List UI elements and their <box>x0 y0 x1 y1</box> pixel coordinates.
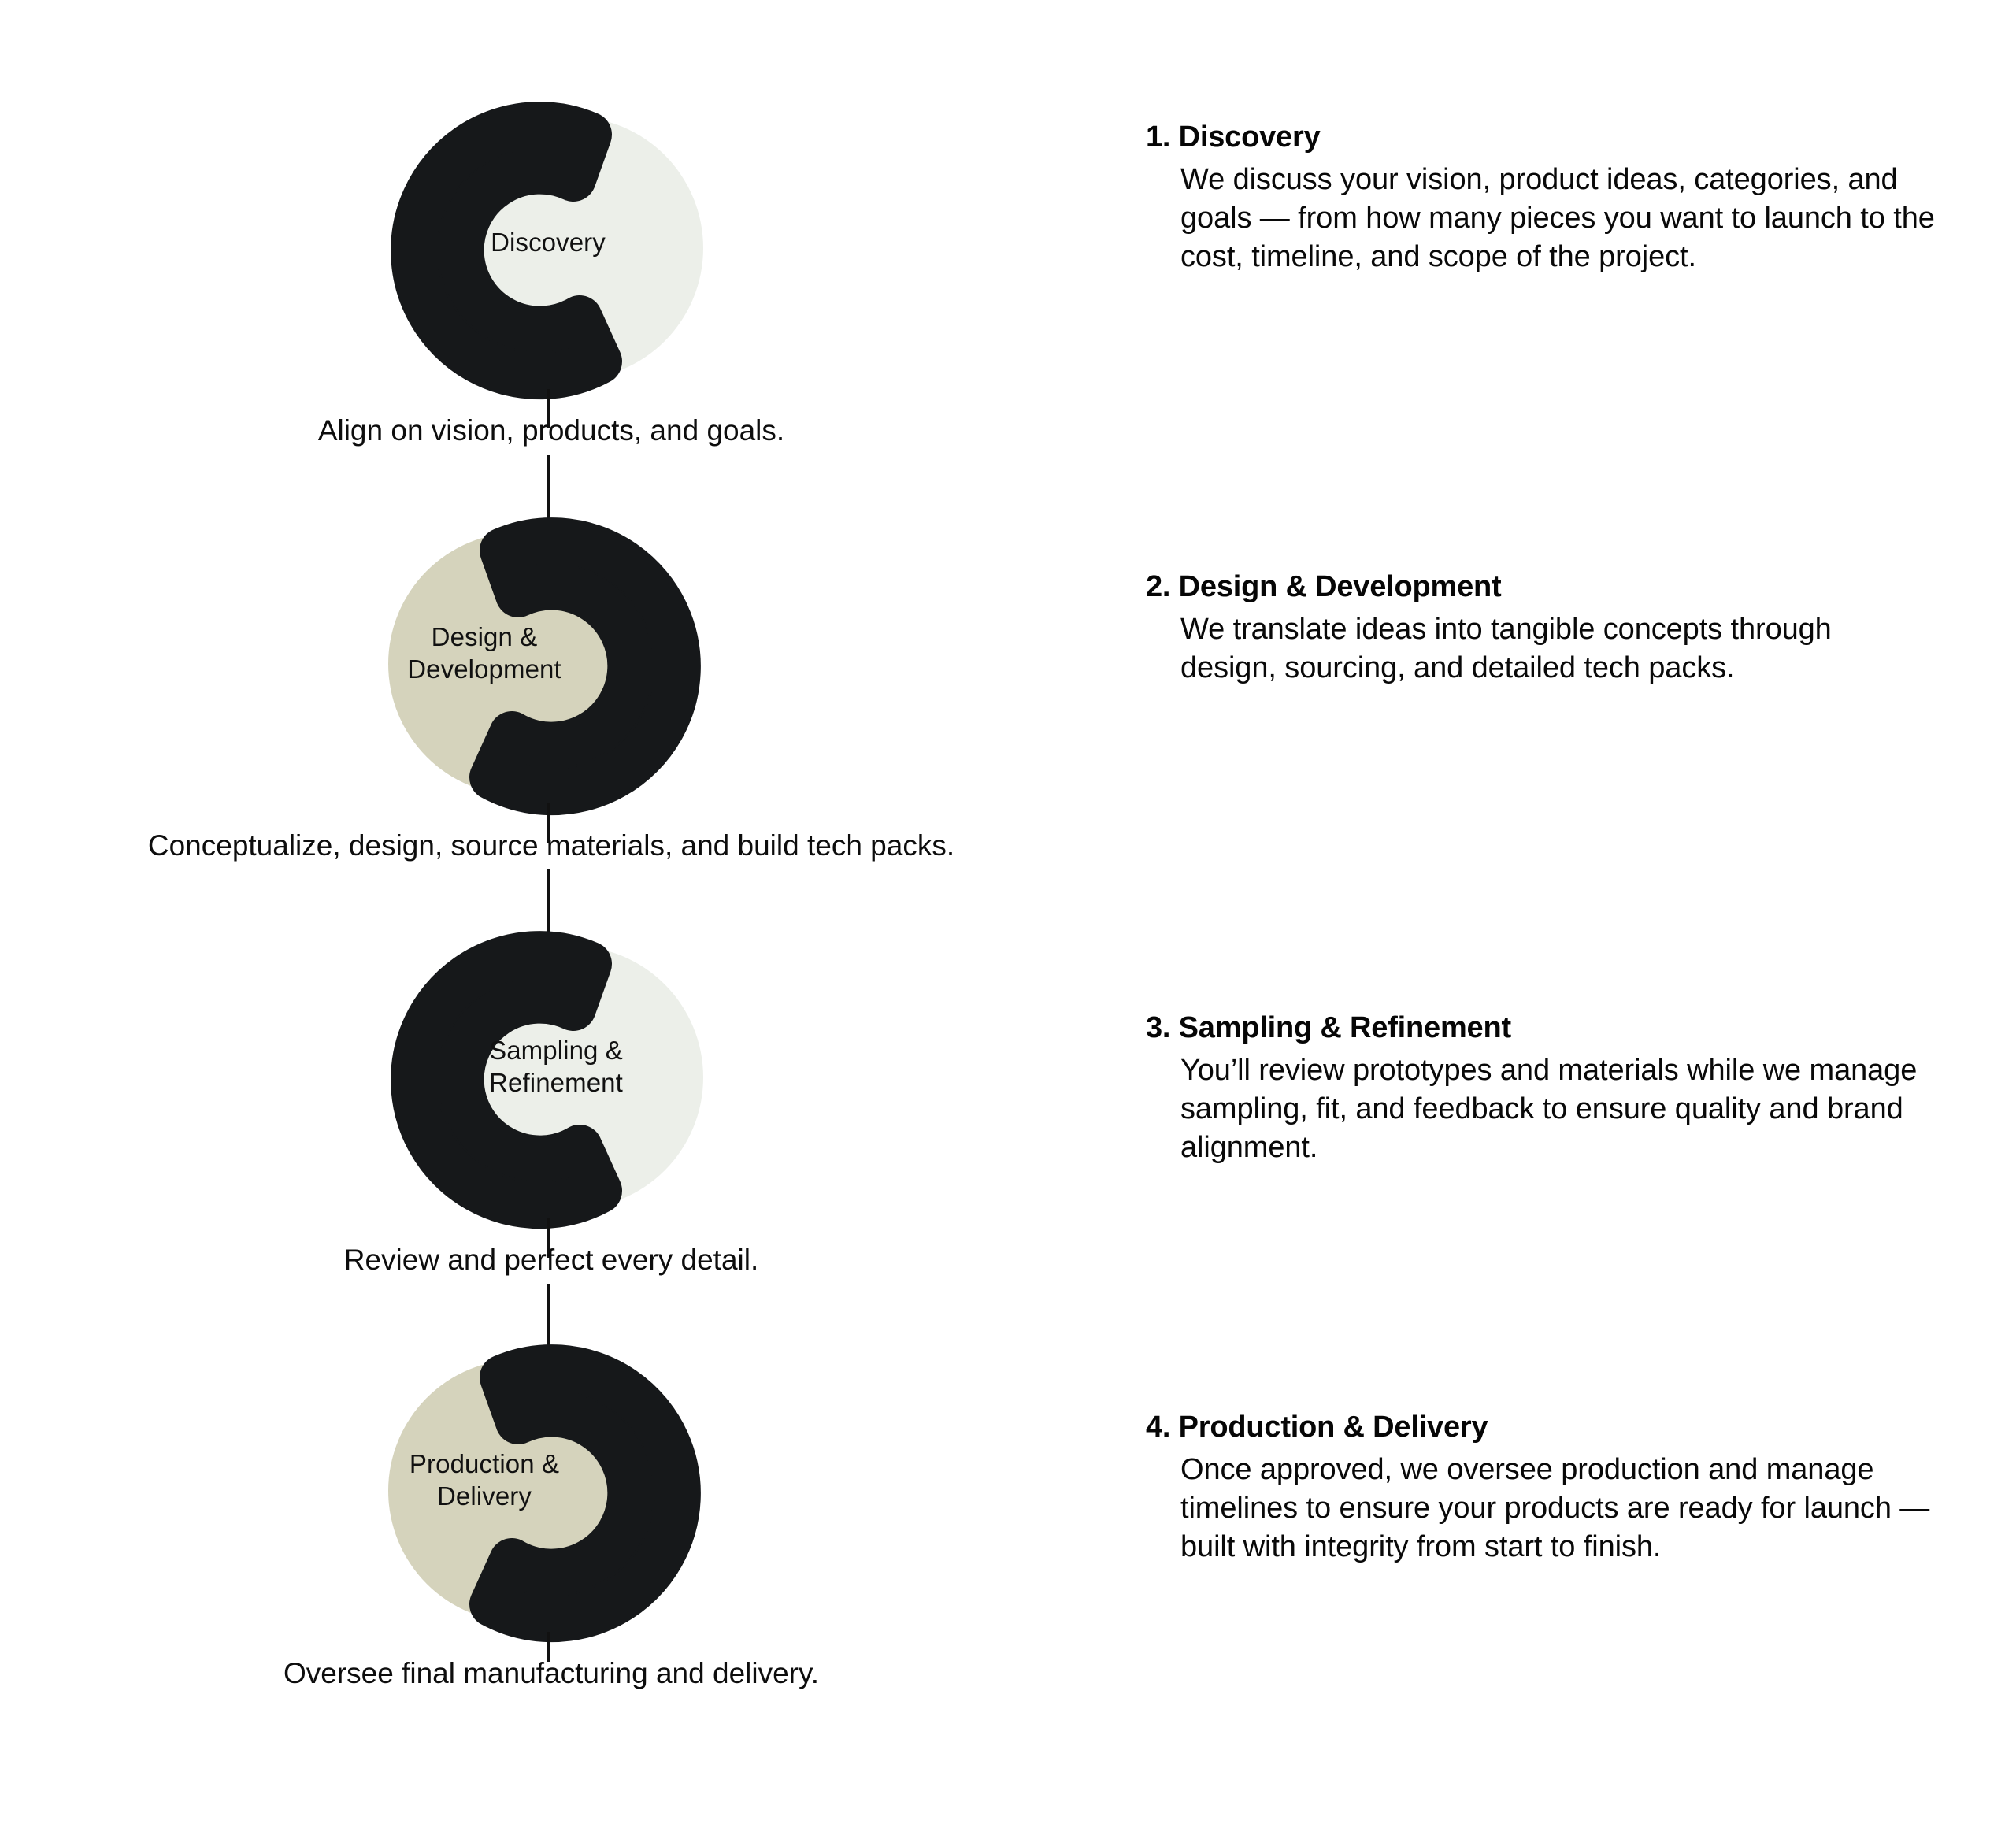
step-4-ring[interactable] <box>380 1339 711 1670</box>
step-4-ring-label: Production & Delivery <box>409 1449 560 1511</box>
description-3-body: You’ll review prototypes and materials while we manage sampling, fit, and feedback to ensure quality and brand alignment. <box>1180 1053 1918 1165</box>
step-3-ring-label: Sampling & Refinement <box>489 1036 623 1098</box>
description-2-heading: 2. Design & Development <box>1146 570 1502 603</box>
description-3-heading: 3. Sampling & Refinement <box>1146 1011 1511 1044</box>
descriptions-column <box>1146 0 1981 1824</box>
description-2-body: We translate ideas into tangible concepts through design, sourcing, and detailed tech packs. <box>1180 612 1832 684</box>
step-2-caption: Conceptualize, design, source materials, and build tech packs. <box>147 829 955 862</box>
description-2 <box>1146 569 1981 688</box>
step-2-ring[interactable] <box>380 512 711 843</box>
step-1-caption: Align on vision, products, and goals. <box>317 414 785 447</box>
description-4-body: Once approved, we oversee production and manage timelines to ensure your products are ready for launch — built with integrity from start to finish. <box>1180 1452 1930 1564</box>
step-2-ring-label: Design & Development <box>407 622 561 684</box>
description-3 <box>1146 1010 1981 1168</box>
description-1-body: We discuss your vision, product ideas, categories, and goals — from how many pieces you want to launch to the cost, timeline, and scope of the project. <box>1180 162 1935 274</box>
step-3-caption: Review and perfect every detail. <box>343 1244 759 1276</box>
step-4-caption: Oversee final manufacturing and delivery. <box>283 1657 820 1689</box>
description-4 <box>1146 1410 1981 1567</box>
step-1-ring-label: Discovery <box>491 228 606 257</box>
description-1 <box>1146 120 1981 277</box>
description-4-heading: 4. Production & Delivery <box>1146 1411 1488 1444</box>
step-3-ring[interactable] <box>380 925 711 1256</box>
description-1-heading: 1. Discovery <box>1146 120 1321 154</box>
step-1-ring[interactable] <box>380 96 711 427</box>
